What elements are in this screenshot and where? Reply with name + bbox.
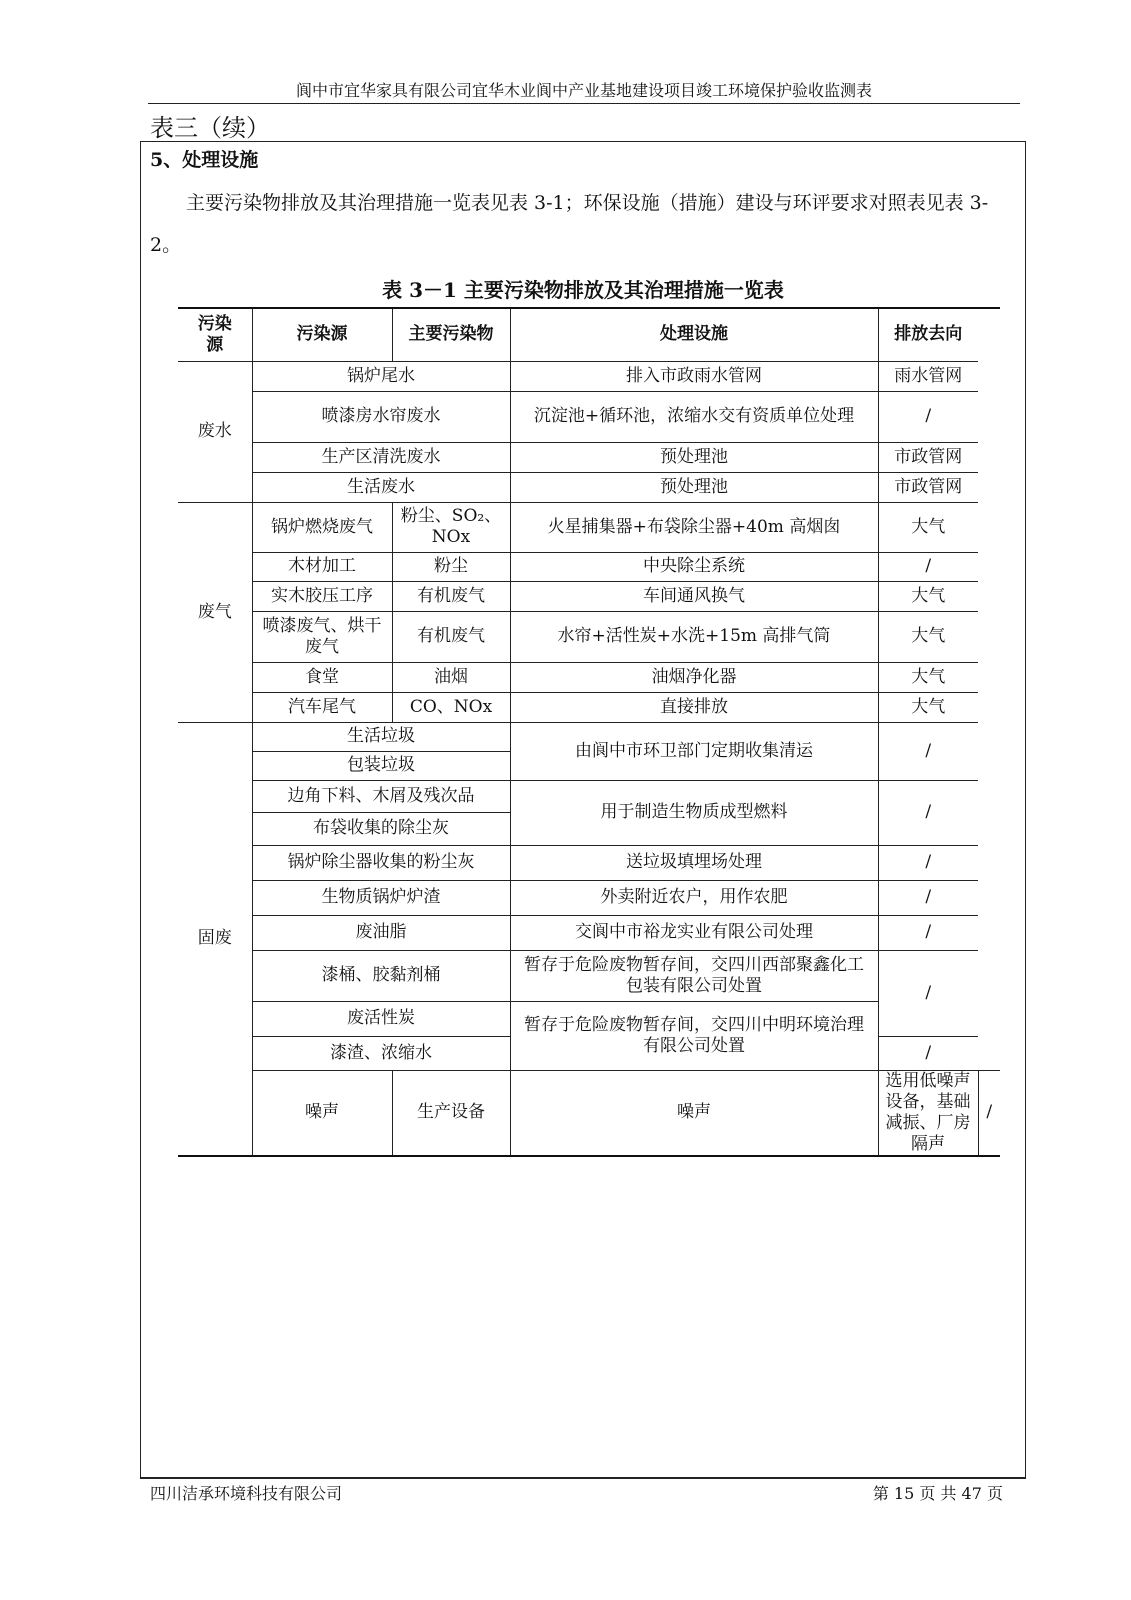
destination-cell: / [878, 915, 978, 950]
facility-cell: 送垃圾填埋场处理 [510, 845, 878, 880]
source-cell: 食堂 [252, 662, 392, 692]
intro-paragraph: 主要污染物排放及其治理措施一览表见表 3-1；环保设施（措施）建设与环评要求对照表见表 3-2。 [150, 192, 989, 256]
pollutant-cell: 有机废气 [392, 581, 510, 611]
source-cell: 喷漆房水帘废水 [252, 391, 510, 442]
facility-cell: 由阆中市环卫部门定期收集清运 [510, 722, 878, 780]
source-cell: 漆桶、胶黏剂桶 [252, 950, 510, 1001]
table-row [178, 391, 1000, 442]
source-cell: 汽车尾气 [252, 692, 392, 722]
destination-cell: / [878, 950, 978, 1036]
category-cell: 废气 [178, 502, 252, 722]
destination-cell: / [878, 845, 978, 880]
table-header-row [178, 308, 1000, 361]
source-cell: 生活垃圾 [252, 722, 510, 751]
source-cell: 锅炉尾水 [252, 361, 510, 391]
facility-cell: 暂存于危险废物暂存间，交四川西部聚鑫化工包装有限公司处置 [510, 950, 878, 1001]
pollutant-table [178, 307, 1000, 1157]
col-header-source: 污染源 [252, 308, 392, 361]
source-cell: 木材加工 [252, 552, 392, 581]
destination-cell: / [878, 1036, 978, 1070]
footer-company: 四川洁承环境科技有限公司 [150, 1484, 343, 1503]
col-header-category: 污染源 [178, 308, 252, 361]
pollutant-cell: 粉尘 [392, 552, 510, 581]
destination-cell: / [878, 722, 978, 780]
source-cell: 锅炉除尘器收集的粉尘灰 [252, 845, 510, 880]
facility-cell: 外卖附近农户，用作农肥 [510, 880, 878, 915]
facility-cell: 水帘+活性炭+水洗+15m 高排气筒 [510, 611, 878, 662]
facility-cell: 油烟净化器 [510, 662, 878, 692]
table-row [178, 845, 1000, 880]
source-cell: 喷漆废气、烘干废气 [252, 611, 392, 662]
destination-cell: / [878, 391, 978, 442]
pollutant-cell: 油烟 [392, 662, 510, 692]
source-cell: 生产设备 [392, 1070, 510, 1156]
source-cell: 生物质锅炉炉渣 [252, 880, 510, 915]
document-header: 阆中市宜华家具有限公司宜华木业阆中产业基地建设项目竣工环境保护验收监测表 [295, 81, 872, 100]
pollutant-cell: 噪声 [510, 1070, 878, 1156]
pollutant-cell: 有机废气 [392, 611, 510, 662]
subsection-heading: 5、处理设施 [150, 149, 259, 171]
table-row [178, 662, 1000, 692]
destination-cell: 大气 [878, 692, 978, 722]
facility-cell: 交阆中市裕龙实业有限公司处理 [510, 915, 878, 950]
facility-cell: 预处理池 [510, 472, 878, 502]
facility-cell: 排入市政雨水管网 [510, 361, 878, 391]
source-cell: 生活废水 [252, 472, 510, 502]
pollutant-cell: CO、NOx [392, 692, 510, 722]
destination-cell: / [978, 1070, 1000, 1156]
destination-cell: 大气 [878, 581, 978, 611]
source-cell: 生产区清洗废水 [252, 442, 510, 472]
table-caption: 表 3－1 主要污染物排放及其治理措施一览表 [382, 278, 784, 302]
source-cell: 漆渣、浓缩水 [252, 1036, 510, 1070]
page-number: 第 15 页 共 47 页 [872, 1484, 1003, 1503]
category-cell: 噪声 [252, 1070, 392, 1156]
facility-cell: 预处理池 [510, 442, 878, 472]
facility-cell: 火星捕集器+布袋除尘器+40m 高烟囱 [510, 502, 878, 552]
table-row [178, 361, 1000, 391]
header-divider [148, 103, 1020, 104]
table-row [178, 442, 1000, 472]
facility-cell: 暂存于危险废物暂存间，交四川中明环境治理有限公司处置 [510, 1001, 878, 1070]
table-row [178, 950, 1000, 1001]
table-row [178, 502, 1000, 552]
table-row [178, 692, 1000, 722]
facility-cell: 直接排放 [510, 692, 878, 722]
facility-cell: 中央除尘系统 [510, 552, 878, 581]
source-cell: 锅炉燃烧废气 [252, 502, 392, 552]
source-cell: 废活性炭 [252, 1001, 510, 1036]
table-row [178, 880, 1000, 915]
table-row [178, 915, 1000, 950]
source-cell: 边角下料、木屑及残次品 [252, 780, 510, 812]
facility-cell: 选用低噪声设备，基础减振、厂房隔声 [878, 1070, 978, 1156]
pollutant-cell: 粉尘、SO₂、NOx [392, 502, 510, 552]
category-cell: 废水 [178, 361, 252, 502]
destination-cell: 雨水管网 [878, 361, 978, 391]
section-title: 表三（续） [150, 114, 270, 142]
destination-cell: 大气 [878, 662, 978, 692]
col-header-facility: 处理设施 [510, 308, 878, 361]
table-row [178, 722, 1000, 751]
table-row [178, 581, 1000, 611]
destination-cell: 大气 [878, 502, 978, 552]
table-row [178, 1001, 1000, 1036]
destination-cell: 市政管网 [878, 472, 978, 502]
table-row [178, 1070, 1000, 1156]
category-cell: 固废 [178, 722, 252, 1156]
table-row [178, 780, 1000, 812]
source-cell: 实木胶压工序 [252, 581, 392, 611]
table-row [178, 611, 1000, 662]
source-cell: 包装垃圾 [252, 751, 510, 780]
destination-cell: / [878, 552, 978, 581]
source-cell: 废油脂 [252, 915, 510, 950]
facility-cell: 用于制造生物质成型燃料 [510, 780, 878, 845]
footer-divider [140, 1478, 1026, 1479]
col-header-destination: 排放去向 [878, 308, 978, 361]
facility-cell: 车间通风换气 [510, 581, 878, 611]
col-header-pollutant: 主要污染物 [392, 308, 510, 361]
table-row [178, 472, 1000, 502]
table-row [178, 552, 1000, 581]
destination-cell: / [878, 880, 978, 915]
source-cell: 布袋收集的除尘灰 [252, 812, 510, 845]
facility-cell: 沉淀池+循环池，浓缩水交有资质单位处理 [510, 391, 878, 442]
destination-cell: / [878, 780, 978, 845]
destination-cell: 市政管网 [878, 442, 978, 472]
destination-cell: 大气 [878, 611, 978, 662]
